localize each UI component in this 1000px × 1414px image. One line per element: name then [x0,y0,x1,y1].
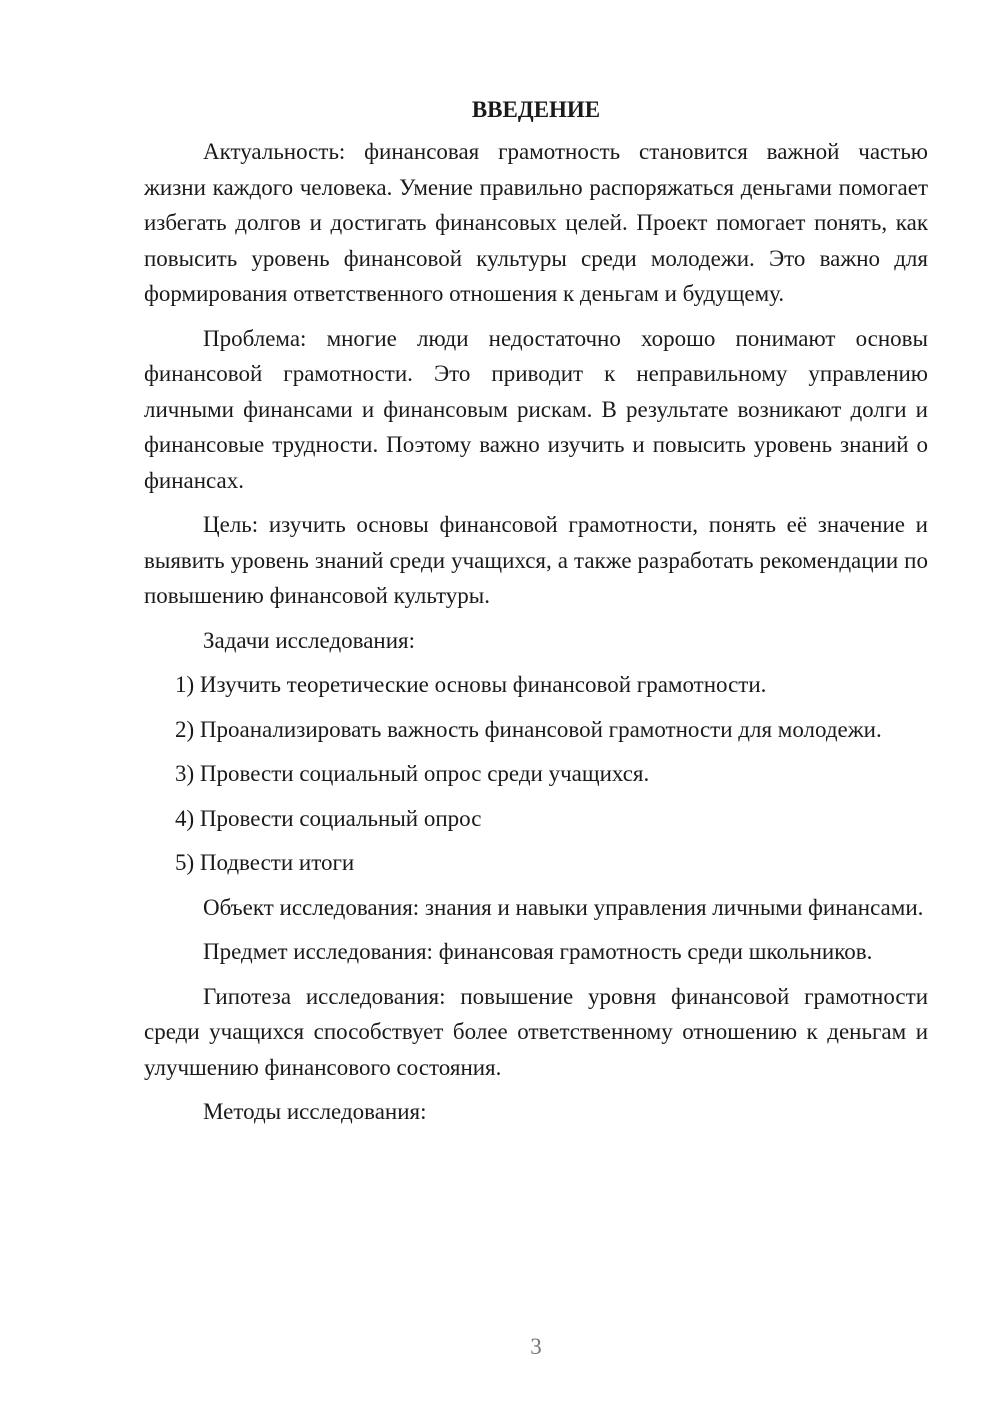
subject-paragraph: Предмет исследования: финансовая грамотность среди школьников. [203,939,873,964]
task-item-1: 1) Изучить теоретические основы финансовой грамотности. [175,672,767,697]
section-heading: ВВЕДЕНИЕ [471,97,601,122]
task-item-3: 3) Провести социальный опрос среди учащихся. [175,761,650,786]
object-paragraph: Объект исследования: знания и навыки управления личными финансами. [203,894,924,920]
task-item-4: 4) Провести социальный опрос [175,805,482,831]
task-item-2: 2) Проанализировать важность финансовой грамотности для молодежи. [175,716,882,742]
methods-title: Методы исследования: [203,1099,427,1124]
hypothesis-paragraph: Гипотеза исследования: повышение уровня финансовой грамотности среди учащихся способствует более ответственному отношению к деньгам и улучшению финансового состояния. [144,983,928,1080]
problem-paragraph: Проблема: многие люди недостаточно хорошо понимают основы финансовой грамотности. Это приводит к неправильному управлению личными финансами и финансовым рискам. В результате возникают долги и финансовые трудности. Поэтому важно изучить и повысить уровень знаний о финансах. [144,325,928,493]
page-content [144,94,928,1130]
page-number: 3 [530,1334,542,1359]
goal-paragraph: Цель: изучить основы финансовой грамотности, понять её значение и выявить уровень знаний среди учащихся, а также разработать рекомендации по повышению финансовой культуры. [144,512,928,608]
task-item-5: 5) Подвести итоги [175,850,355,875]
relevance-paragraph: Актуальность: финансовая грамотность становится важной частью жизни каждого человека. Умение правильно распоряжаться деньгами помогает избегать долгов и достигать финансовых целей. Проект помогает понять, как повысить уровень финансовой культуры среди молодежи. Это важно для формирования ответственного отношения к деньгам и будущему. [144,139,928,306]
tasks-title: Задачи исследования: [203,627,416,653]
